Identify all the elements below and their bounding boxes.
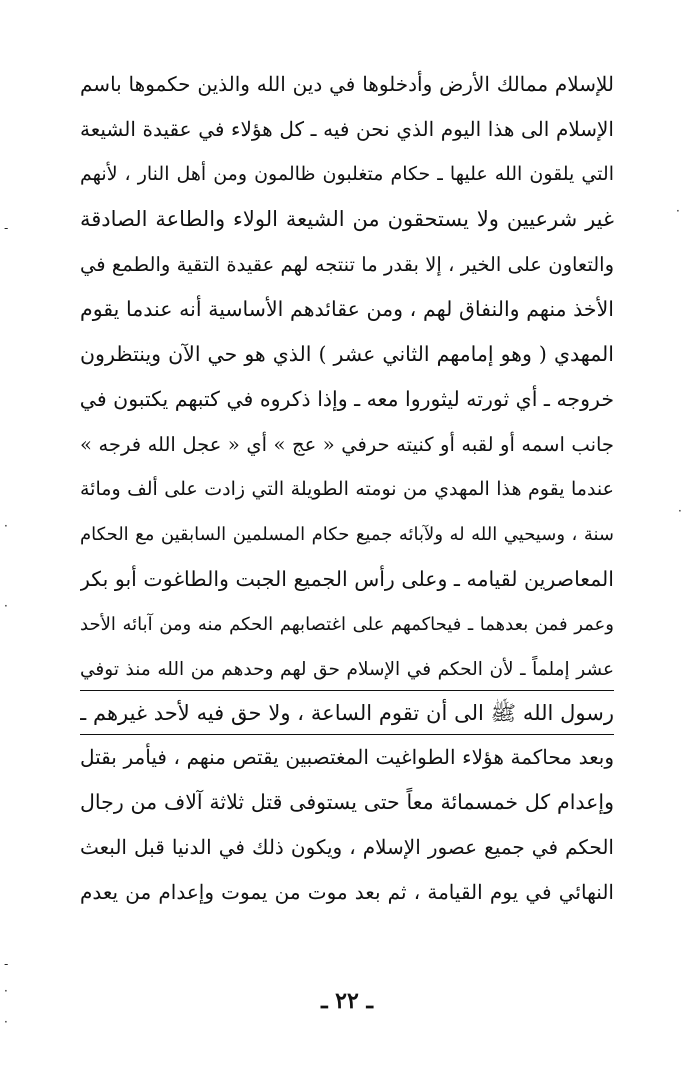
text-line-10: عندما يقوم هذا المهدي من نومته الطويلة التي زادت على ألف ومائة (80, 478, 614, 500)
scan-speck: · (678, 504, 682, 518)
text-line-3: التي يلقون الله عليها ـ حكام متغلبون ظالمون ومن أهل النار ، لأنهم (80, 163, 614, 185)
text-line-2: الإسلام الى هذا اليوم الذي نحن فيه ـ كل هؤلاء في عقيدة الشيعة (80, 117, 614, 141)
text-line-8: خروجه ـ أي ثورته ليثوروا معه ـ وإذا ذكروه في كتبهم يكتبون في (80, 387, 614, 411)
text-line-11: سنة ، وسيحيي الله له ولآبائه جميع حكام المسلمين السابقين مع الحكام (80, 524, 614, 545)
scan-speck: · (4, 1015, 8, 1029)
body-text (80, 62, 614, 915)
scan-speck: · (4, 984, 8, 998)
text-line-7: المهدي ( وهو إمامهم الثاني عشر ) الذي هو حي الآن وينتظرون (80, 342, 614, 366)
text-line-5: والتعاون على الخير ، إلا بقدر ما تنتجه لهم عقيدة التقية والطمع في (80, 253, 614, 276)
scan-speck: - (4, 221, 9, 235)
text-line-13: وعمر فمن بعدهما ـ فيحاكمهم على اغتصابهم الحكم منه ومن آبائه الأحد (80, 614, 614, 635)
text-line-18: الحكم في جميع عصور الإسلام ، ويكون ذلك في الدنيا قبل البعث (80, 835, 614, 859)
text-line-12: المعاصرين لقيامه ـ وعلى رأس الجميع الجبت والطاغوت أبو بكر (80, 567, 614, 591)
text-line-19: النهائي في يوم القيامة ، ثم بعد موت من يموت وإعدام من يعدم (80, 880, 614, 904)
text-line-15: رسول الله ﷺ الى أن تقوم الساعة ، ولا حق فيه لأحد غيرهم ـ (80, 691, 614, 735)
text-line-16: وبعد محاكمة هؤلاء الطواغيت المغتصبين يقتص منهم ، فيأمر بقتل (80, 745, 614, 769)
scan-speck: · (4, 599, 8, 613)
text-line-9: جانب اسمه أو لقبه أو كنيته حرفي « عج » أي « عجل الله فرجه » (80, 433, 614, 456)
scan-speck: · (4, 519, 8, 533)
text-line-1: للإسلام ممالك الأرض وأدخلوها في دين الله والذين حكموها باسم (80, 72, 614, 96)
scan-speck: - (4, 957, 9, 971)
text-line-17: وإعدام كل خمسمائة معاً حتى يستوفى قتل ثلاثة آلاف من رجال (80, 790, 614, 814)
text-line-4: غير شرعيين ولا يستحقون من الشيعة الولاء والطاعة الصادقة (80, 207, 614, 231)
text-line-6: الأخذ منهم والنفاق لهم ، ومن عقائدهم الأساسية أنه عندما يقوم (80, 297, 614, 321)
scan-speck: · (676, 204, 680, 218)
text-line-14: عشر إملماً ـ لأن الحكم في الإسلام حق لهم وحدهم من الله منذ توفي (80, 647, 614, 691)
page-number: ـ ٢٢ ـ (321, 988, 373, 1014)
